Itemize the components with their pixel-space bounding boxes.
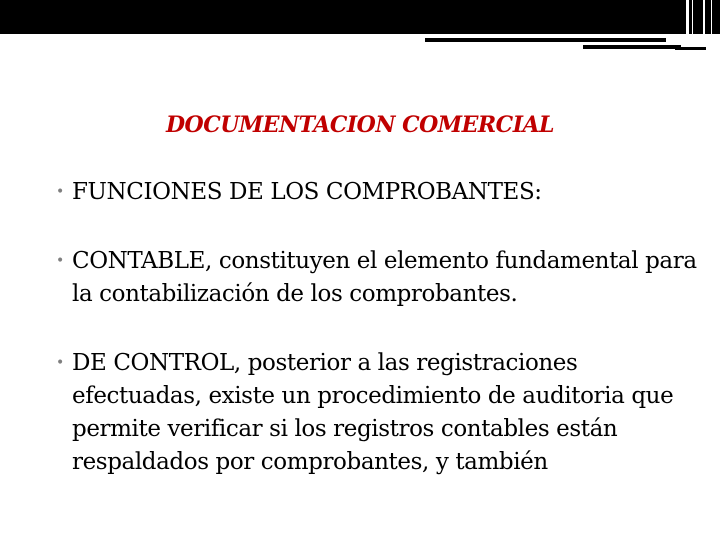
bullet-item — [48, 176, 713, 209]
bullet-list — [48, 176, 713, 479]
bar-accent-stripe — [711, 0, 712, 34]
decorative-rule — [583, 45, 681, 49]
bullet-text: CONTABLE, constituyen el elemento fundamental para la contabilización de los comprobantes. — [72, 248, 697, 307]
decorative-rule — [675, 47, 706, 50]
top-decorative-bar — [0, 0, 720, 34]
bullet-text: FUNCIONES DE LOS COMPROBANTES: — [72, 179, 542, 205]
decorative-rule — [425, 38, 666, 42]
bullet-dot-icon: • — [56, 253, 64, 269]
bullet-text: DE CONTROL, posterior a las registraciones efectuadas, existe un procedimiento de auditoria que permite verificar si los registros contables están respaldados por comprobantes, y también — [72, 350, 674, 475]
bar-accent-stripe — [686, 0, 689, 34]
bullet-dot-icon: • — [56, 355, 64, 371]
slide-title: DOCUMENTACION COMERCIAL — [165, 112, 555, 138]
bullet-item — [48, 347, 713, 479]
bullet-dot-icon: • — [56, 184, 64, 200]
bullet-item — [48, 245, 713, 311]
bar-accent-stripe — [692, 0, 693, 34]
bar-accent-stripe — [703, 0, 705, 34]
